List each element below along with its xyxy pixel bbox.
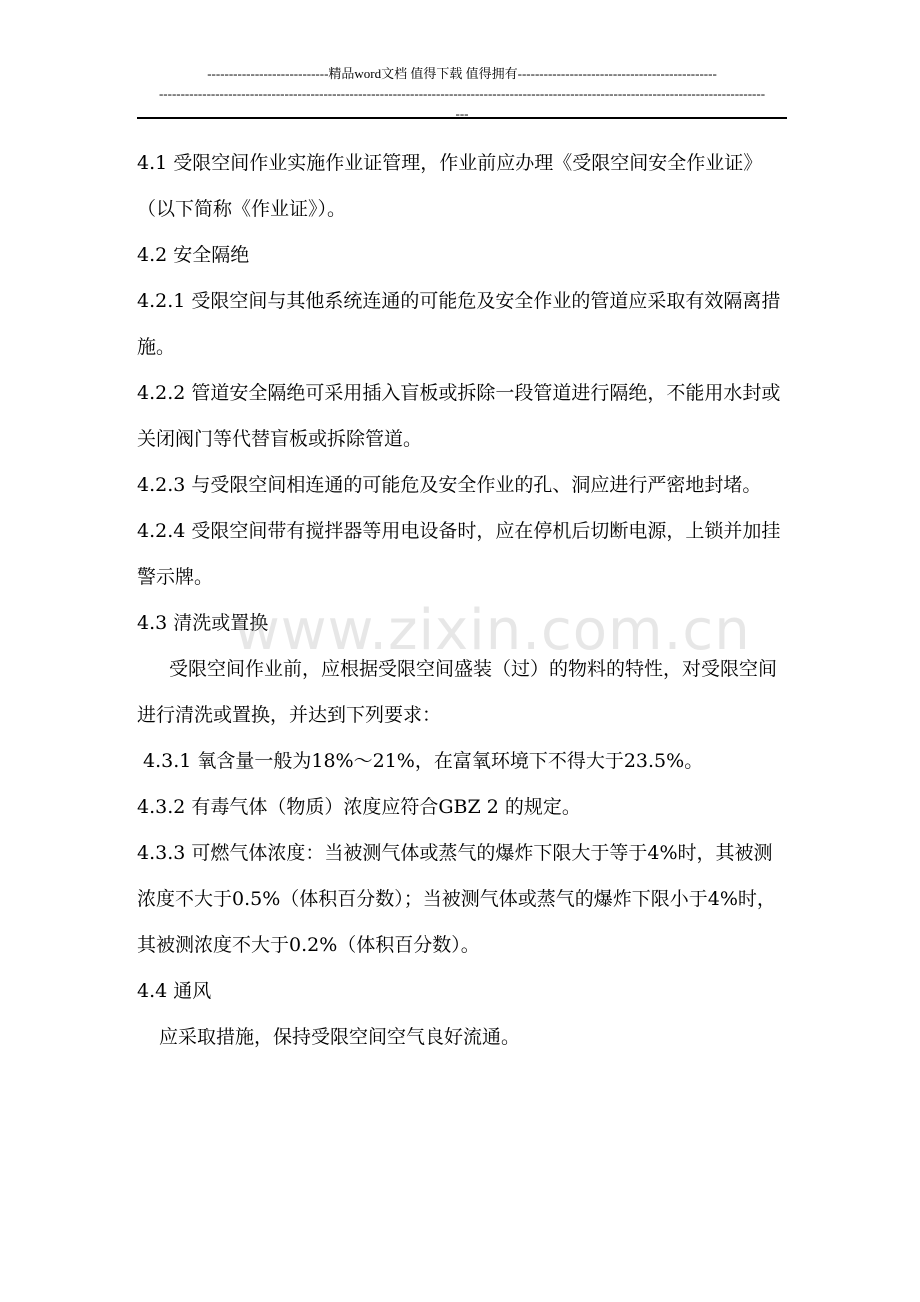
paragraph-4-1: 4.1 受限空间作业实施作业证管理，作业前应办理《受限空间安全作业证》（以下简称《作业证》）。 — [137, 152, 763, 220]
header-rule — [137, 117, 787, 119]
document-body — [137, 140, 787, 1060]
header-dash-tail: --- — [455, 106, 469, 121]
header-dash-line: -------------------------------------------------------------------------------------------------------------------------------------------- — [158, 86, 766, 101]
paragraph-4-3-2: 4.3.2 有毒气体（物质）浓度应符合GBZ 2 的规定。 — [137, 796, 581, 818]
heading-4-3: 4.3 清洗或置换 — [137, 612, 269, 634]
paragraph-4-2-1: 4.2.1 受限空间与其他系统连通的可能危及安全作业的管道应采取有效隔离措施。 — [137, 290, 781, 358]
paragraph-4-3-3: 4.3.3 可燃气体浓度：当被测气体或蒸气的爆炸下限大于等于4%时，其被测浓度不大于0.5%（体积百分数）；当被测气体或蒸气的爆炸下限小于4%时，其被测浓度不大于0.2%（体积百分数）。 — [137, 842, 776, 956]
paragraph-4-4-body: 应采取措施，保持受限空间空气良好流通。 — [159, 1026, 521, 1048]
paragraph-4-2-3: 4.2.3 与受限空间相连通的可能危及安全作业的孔、洞应进行严密地封堵。 — [137, 474, 762, 496]
heading-4-2: 4.2 安全隔绝 — [137, 244, 250, 266]
paragraph-4-2-2: 4.2.2 管道安全隔绝可采用插入盲板或拆除一段管道进行隔绝，不能用水封或关闭阀门等代替盲板或拆除管道。 — [137, 382, 781, 450]
paragraph-4-3-intro: 受限空间作业前，应根据受限空间盛装（过）的物料的特性，对受限空间进行清洗或置换，并达到下列要求： — [137, 658, 778, 726]
page-header — [137, 64, 787, 124]
heading-4-4: 4.4 通风 — [137, 980, 212, 1002]
watermark: www.zixin.com.cn — [234, 598, 751, 663]
paragraph-4-3-1: 4.3.1 氧含量一般为18%～21%，在富氧环境下不得大于23.5%。 — [143, 750, 704, 772]
header-banner-text: ----------------------------精品word文档 值得下载 值得拥有---------------------------------------------- — [207, 66, 717, 81]
paragraph-4-2-4: 4.2.4 受限空间带有搅拌器等用电设备时，应在停机后切断电源，上锁并加挂警示牌。 — [137, 520, 781, 588]
